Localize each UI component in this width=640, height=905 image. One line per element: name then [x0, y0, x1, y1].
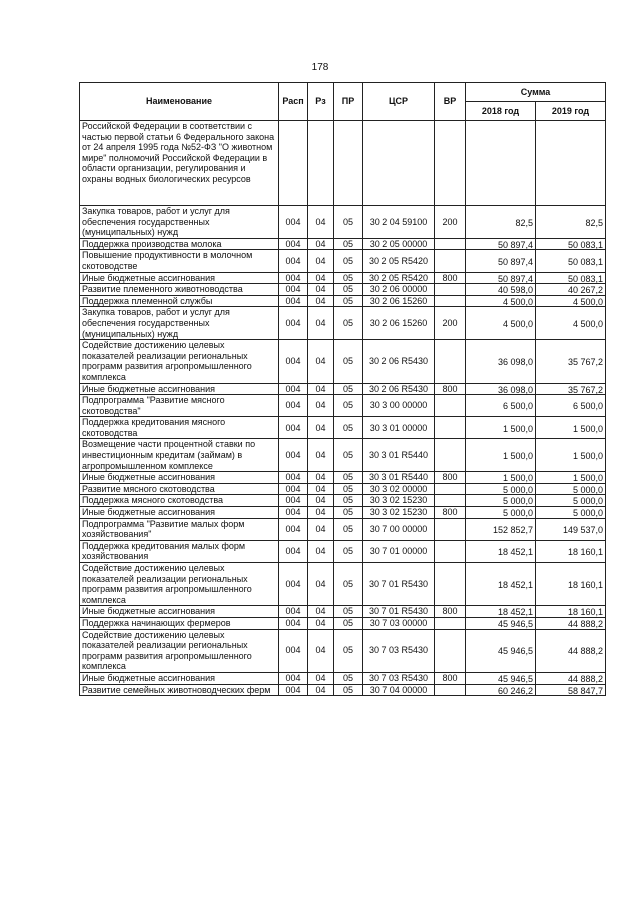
- row-rasp: 004: [279, 340, 308, 383]
- header-name: Наименование: [80, 83, 279, 121]
- row-name: Возмещение части процентной ставки по инвестиционным кредитам (займам) в агропромышленном комплексе: [80, 439, 279, 472]
- row-2019: 82,5: [536, 206, 606, 239]
- row-csr: 30 2 06 15260: [363, 295, 435, 307]
- row-vr: [435, 483, 466, 495]
- row-2018: 60 246,2: [466, 684, 536, 696]
- table-row: [80, 417, 606, 439]
- row-2018: 82,5: [466, 206, 536, 239]
- row-csr: 30 7 03 00000: [363, 617, 435, 629]
- row-vr: [435, 518, 466, 540]
- row-vr: [435, 617, 466, 629]
- row-2018: 152 852,7: [466, 518, 536, 540]
- row-vr: [435, 295, 466, 307]
- row-vr: 800: [435, 507, 466, 519]
- row-rz: 04: [308, 472, 334, 484]
- row-rz: 04: [308, 563, 334, 606]
- row-pr: 05: [334, 307, 363, 340]
- row-name: Российской Федерации в соответствии с частью первой статьи 6 Федерального закона от 24 апреля 1995 года №52-ФЗ "О животном мире" полномочий Российской Федерации в области организации, регулирования и охраны водных биологических ресурсов: [80, 121, 279, 206]
- row-vr: 800: [435, 272, 466, 284]
- row-rz: 04: [308, 606, 334, 618]
- row-rz: 04: [308, 540, 334, 562]
- row-csr: 30 2 05 R5420: [363, 272, 435, 284]
- row-csr: 30 2 06 00000: [363, 284, 435, 296]
- row-pr: 05: [334, 439, 363, 472]
- row-pr: 05: [334, 340, 363, 383]
- row-name: Иные бюджетные ассигнования: [80, 272, 279, 284]
- row-rasp: 004: [279, 518, 308, 540]
- row-pr: 05: [334, 672, 363, 684]
- row-name: Поддержка кредитования малых форм хозяйствования: [80, 540, 279, 562]
- row-2019: 1 500,0: [536, 472, 606, 484]
- row-csr: 30 2 04 59100: [363, 206, 435, 239]
- row-pr: 05: [334, 606, 363, 618]
- row-vr: 800: [435, 383, 466, 395]
- row-2018: 50 897,4: [466, 250, 536, 272]
- row-2019: 5 000,0: [536, 507, 606, 519]
- row-name: Поддержка мясного скотоводства: [80, 495, 279, 507]
- row-vr: [435, 395, 466, 417]
- row-rasp: 004: [279, 672, 308, 684]
- row-rasp: 004: [279, 272, 308, 284]
- row-2018: 45 946,5: [466, 629, 536, 672]
- table-body: [80, 121, 606, 696]
- row-name: Содействие достижению целевых показателей реализации региональных программ развития агропромышленного комплекса: [80, 629, 279, 672]
- table-row: [80, 507, 606, 519]
- row-csr: 30 2 06 R5430: [363, 340, 435, 383]
- row-2018: 1 500,0: [466, 472, 536, 484]
- row-rz: 04: [308, 284, 334, 296]
- row-pr: 05: [334, 617, 363, 629]
- row-rasp: 004: [279, 383, 308, 395]
- table-row: [80, 295, 606, 307]
- row-2018: 5 000,0: [466, 495, 536, 507]
- row-name: Поддержка производства молока: [80, 238, 279, 250]
- row-rasp: 004: [279, 495, 308, 507]
- row-pr: 05: [334, 472, 363, 484]
- table-row: [80, 439, 606, 472]
- row-rz: 04: [308, 307, 334, 340]
- row-rasp: 004: [279, 206, 308, 239]
- row-2018: 5 000,0: [466, 483, 536, 495]
- row-name: Поддержка племенной службы: [80, 295, 279, 307]
- row-2018: 50 897,4: [466, 272, 536, 284]
- table-row: [80, 340, 606, 383]
- row-2019: 18 160,1: [536, 606, 606, 618]
- row-2018: 18 452,1: [466, 563, 536, 606]
- row-name: Поддержка начинающих фермеров: [80, 617, 279, 629]
- row-2018: 18 452,1: [466, 606, 536, 618]
- row-pr: [334, 121, 363, 206]
- header-pr: ПР: [334, 83, 363, 121]
- row-2019: 1 500,0: [536, 439, 606, 472]
- table-row: [80, 606, 606, 618]
- row-rz: 04: [308, 518, 334, 540]
- row-vr: [435, 629, 466, 672]
- row-csr: 30 7 00 00000: [363, 518, 435, 540]
- row-csr: 30 2 05 00000: [363, 238, 435, 250]
- row-rasp: 004: [279, 563, 308, 606]
- row-2019: 5 000,0: [536, 483, 606, 495]
- row-pr: 05: [334, 540, 363, 562]
- row-2019: 58 847,7: [536, 684, 606, 696]
- row-2018: 1 500,0: [466, 439, 536, 472]
- row-csr: [363, 121, 435, 206]
- header-2019: 2019 год: [536, 102, 606, 121]
- row-csr: 30 7 03 R5430: [363, 629, 435, 672]
- row-vr: [435, 684, 466, 696]
- row-name: Закупка товаров, работ и услуг для обеспечения государственных (муниципальных) нужд: [80, 206, 279, 239]
- row-rz: 04: [308, 272, 334, 284]
- row-rz: 04: [308, 672, 334, 684]
- header-rz: Рз: [308, 83, 334, 121]
- row-name: Повышение продуктивности в молочном скотоводстве: [80, 250, 279, 272]
- row-rz: 04: [308, 483, 334, 495]
- row-vr: [435, 121, 466, 206]
- row-2018: 45 946,5: [466, 672, 536, 684]
- table-row: [80, 672, 606, 684]
- row-rz: 04: [308, 507, 334, 519]
- table-row: [80, 684, 606, 696]
- row-2019: 4 500,0: [536, 307, 606, 340]
- table-row: [80, 518, 606, 540]
- row-rasp: 004: [279, 540, 308, 562]
- table-row: [80, 483, 606, 495]
- row-pr: 05: [334, 238, 363, 250]
- row-rasp: 004: [279, 684, 308, 696]
- row-2018: 18 452,1: [466, 540, 536, 562]
- row-name: Закупка товаров, работ и услуг для обеспечения государственных (муниципальных) нужд: [80, 307, 279, 340]
- row-pr: 05: [334, 284, 363, 296]
- row-2019: 35 767,2: [536, 383, 606, 395]
- table-row: [80, 383, 606, 395]
- row-name: Иные бюджетные ассигнования: [80, 507, 279, 519]
- row-2018: 36 098,0: [466, 340, 536, 383]
- table-row: [80, 629, 606, 672]
- row-2019: 18 160,1: [536, 540, 606, 562]
- row-rasp: 004: [279, 250, 308, 272]
- row-rasp: 004: [279, 439, 308, 472]
- row-vr: [435, 495, 466, 507]
- table-row: [80, 272, 606, 284]
- row-pr: 05: [334, 395, 363, 417]
- row-csr: 30 3 01 00000: [363, 417, 435, 439]
- row-2018: 4 500,0: [466, 307, 536, 340]
- row-2018: 50 897,4: [466, 238, 536, 250]
- header-csr: ЦСР: [363, 83, 435, 121]
- table-row: [80, 617, 606, 629]
- row-2018: [466, 121, 536, 206]
- row-2019: 50 083,1: [536, 238, 606, 250]
- row-rz: 04: [308, 617, 334, 629]
- header-vr: ВР: [435, 83, 466, 121]
- row-rz: 04: [308, 439, 334, 472]
- table-row: [80, 563, 606, 606]
- row-2019: 50 083,1: [536, 272, 606, 284]
- row-rasp: 004: [279, 307, 308, 340]
- row-vr: [435, 284, 466, 296]
- row-pr: 05: [334, 295, 363, 307]
- row-pr: 05: [334, 483, 363, 495]
- table-row: [80, 472, 606, 484]
- row-name: Развитие мясного скотоводства: [80, 483, 279, 495]
- table-row: [80, 206, 606, 239]
- row-vr: 800: [435, 472, 466, 484]
- row-2019: 50 083,1: [536, 250, 606, 272]
- row-2018: 5 000,0: [466, 507, 536, 519]
- header-rasp: Расп: [279, 83, 308, 121]
- row-name: Иные бюджетные ассигнования: [80, 383, 279, 395]
- row-pr: 05: [334, 417, 363, 439]
- row-rz: 04: [308, 383, 334, 395]
- row-pr: 05: [334, 495, 363, 507]
- row-rz: 04: [308, 629, 334, 672]
- row-csr: 30 2 06 15260: [363, 307, 435, 340]
- row-rasp: 004: [279, 295, 308, 307]
- row-2019: 35 767,2: [536, 340, 606, 383]
- row-csr: 30 7 01 R5430: [363, 563, 435, 606]
- row-csr: 30 2 06 R5430: [363, 383, 435, 395]
- table-row: [80, 540, 606, 562]
- row-rz: 04: [308, 395, 334, 417]
- table-row: [80, 395, 606, 417]
- row-name: Развитие семейных животноводческих ферм: [80, 684, 279, 696]
- row-rasp: 004: [279, 472, 308, 484]
- row-2018: 6 500,0: [466, 395, 536, 417]
- row-2018: 40 598,0: [466, 284, 536, 296]
- row-2019: [536, 121, 606, 206]
- row-name: Иные бюджетные ассигнования: [80, 606, 279, 618]
- row-2019: 44 888,2: [536, 617, 606, 629]
- row-vr: 200: [435, 206, 466, 239]
- row-vr: [435, 340, 466, 383]
- header-sum: Сумма: [466, 83, 606, 102]
- row-rasp: 004: [279, 483, 308, 495]
- row-2019: 4 500,0: [536, 295, 606, 307]
- row-name: Содействие достижению целевых показателей реализации региональных программ развития агропромышленного комплекса: [80, 340, 279, 383]
- page-number: 178: [311, 62, 329, 73]
- row-csr: 30 3 02 15230: [363, 495, 435, 507]
- row-rasp: 004: [279, 284, 308, 296]
- row-pr: 05: [334, 250, 363, 272]
- row-vr: [435, 417, 466, 439]
- row-rasp: 004: [279, 617, 308, 629]
- row-2019: 18 160,1: [536, 563, 606, 606]
- row-rz: 04: [308, 340, 334, 383]
- row-csr: 30 3 01 R5440: [363, 472, 435, 484]
- row-rz: 04: [308, 250, 334, 272]
- row-rz: 04: [308, 206, 334, 239]
- row-rasp: 004: [279, 606, 308, 618]
- row-name: Иные бюджетные ассигнования: [80, 472, 279, 484]
- row-2018: 36 098,0: [466, 383, 536, 395]
- table-row: [80, 284, 606, 296]
- table-row: [80, 495, 606, 507]
- row-2019: 5 000,0: [536, 495, 606, 507]
- row-pr: 05: [334, 684, 363, 696]
- row-pr: 05: [334, 507, 363, 519]
- table-row: [80, 121, 606, 206]
- row-rz: 04: [308, 684, 334, 696]
- row-pr: 05: [334, 206, 363, 239]
- row-pr: 05: [334, 272, 363, 284]
- header-2018: 2018 год: [466, 102, 536, 121]
- row-csr: 30 7 01 00000: [363, 540, 435, 562]
- row-csr: 30 3 02 00000: [363, 483, 435, 495]
- row-pr: 05: [334, 518, 363, 540]
- row-rz: 04: [308, 417, 334, 439]
- row-csr: 30 3 02 15230: [363, 507, 435, 519]
- row-name: Поддержка кредитования мясного скотоводства: [80, 417, 279, 439]
- row-csr: 30 3 01 R5440: [363, 439, 435, 472]
- row-2018: 45 946,5: [466, 617, 536, 629]
- row-2018: 1 500,0: [466, 417, 536, 439]
- row-vr: [435, 250, 466, 272]
- row-name: Подпрограмма "Развитие мясного скотоводства": [80, 395, 279, 417]
- row-csr: 30 7 01 R5430: [363, 606, 435, 618]
- row-2019: 1 500,0: [536, 417, 606, 439]
- row-name: Подпрограмма "Развитие малых форм хозяйствования": [80, 518, 279, 540]
- row-pr: 05: [334, 629, 363, 672]
- budget-table: [79, 82, 606, 696]
- row-rz: 04: [308, 238, 334, 250]
- row-pr: 05: [334, 563, 363, 606]
- row-vr: [435, 238, 466, 250]
- row-2019: 6 500,0: [536, 395, 606, 417]
- row-vr: 200: [435, 307, 466, 340]
- row-2019: 44 888,2: [536, 629, 606, 672]
- row-rasp: [279, 121, 308, 206]
- row-rz: 04: [308, 495, 334, 507]
- table-row: [80, 238, 606, 250]
- row-name: Развитие племенного животноводства: [80, 284, 279, 296]
- row-csr: 30 7 03 R5430: [363, 672, 435, 684]
- row-vr: 800: [435, 606, 466, 618]
- row-rasp: 004: [279, 395, 308, 417]
- row-csr: 30 3 00 00000: [363, 395, 435, 417]
- row-rasp: 004: [279, 629, 308, 672]
- row-rz: 04: [308, 295, 334, 307]
- row-vr: 800: [435, 672, 466, 684]
- row-vr: [435, 540, 466, 562]
- row-vr: [435, 439, 466, 472]
- row-2019: 44 888,2: [536, 672, 606, 684]
- table-row: [80, 250, 606, 272]
- row-csr: 30 2 05 R5420: [363, 250, 435, 272]
- row-rz: [308, 121, 334, 206]
- row-rasp: 004: [279, 417, 308, 439]
- row-rasp: 004: [279, 507, 308, 519]
- row-name: Содействие достижению целевых показателей реализации региональных программ развития агропромышленного комплекса: [80, 563, 279, 606]
- table-row: [80, 307, 606, 340]
- row-vr: [435, 563, 466, 606]
- row-2019: 40 267,2: [536, 284, 606, 296]
- row-rasp: 004: [279, 238, 308, 250]
- row-2019: 149 537,0: [536, 518, 606, 540]
- row-csr: 30 7 04 00000: [363, 684, 435, 696]
- row-name: Иные бюджетные ассигнования: [80, 672, 279, 684]
- row-2018: 4 500,0: [466, 295, 536, 307]
- row-pr: 05: [334, 383, 363, 395]
